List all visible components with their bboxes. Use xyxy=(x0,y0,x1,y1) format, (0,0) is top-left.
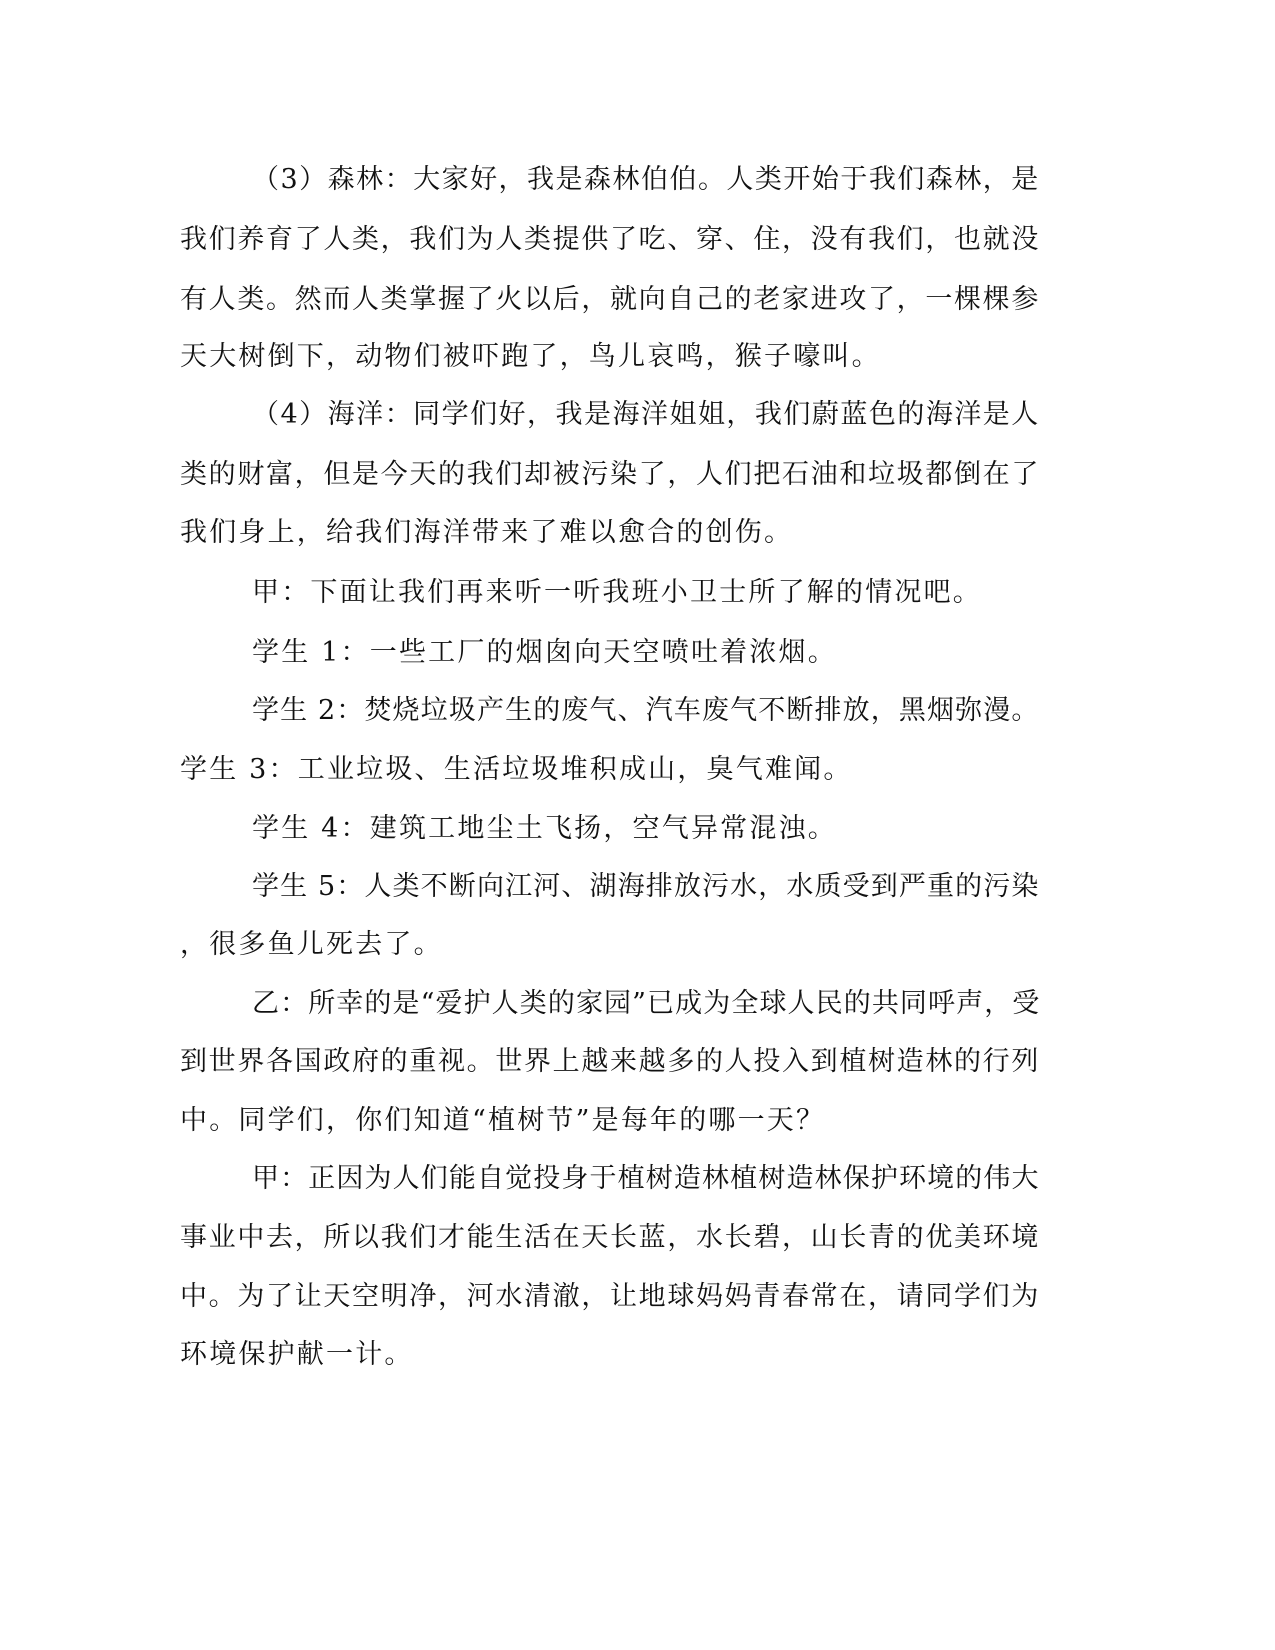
text-line: ，很多鱼儿死去了。 xyxy=(180,929,443,960)
text-line: 学生 1：一些工厂的烟囱向天空喷吐着浓烟。 xyxy=(252,637,837,668)
text-line: 甲：正因为人们能自觉投身于植树造林植树造林保护环境的伟大 xyxy=(252,1163,1040,1194)
text-line: 学生 3：工业垃圾、生活垃圾堆积成山，臭气难闻。 xyxy=(180,754,853,785)
text-line: 学生 2：焚烧垃圾产生的废气、汽车废气不断排放，黑烟弥漫。 xyxy=(252,695,1040,726)
text-line: 环境保护献一计。 xyxy=(180,1339,414,1370)
text-line: 有人类。然而人类掌握了火以后，就向自己的老家进攻了，一棵棵参 xyxy=(180,284,1040,315)
text-line: 甲：下面让我们再来听一听我班小卫士所了解的情况吧。 xyxy=(252,577,982,608)
text-line: 我们身上，给我们海洋带来了难以愈合的创伤。 xyxy=(180,517,794,548)
text-line: 到世界各国政府的重视。世界上越来越多的人投入到植树造林的行列 xyxy=(180,1046,1040,1077)
text-line: （4）海洋：同学们好，我是海洋姐姐，我们蔚蓝色的海洋是人 xyxy=(252,399,1040,430)
text-line: 学生 4：建筑工地尘土飞扬，空气异常混浊。 xyxy=(252,813,837,844)
text-line: 学生 5：人类不断向江河、湖海排放污水，水质受到严重的污染 xyxy=(252,871,1040,902)
text-line: 类的财富，但是今天的我们却被污染了，人们把石油和垃圾都倒在了 xyxy=(180,459,1040,490)
text-line: 中。为了让天空明净，河水清澈，让地球妈妈青春常在，请同学们为 xyxy=(180,1281,1040,1312)
text-line: 乙：所幸的是“爱护人类的家园”已成为全球人民的共同呼声，受 xyxy=(252,988,1041,1019)
text-line: 我们养育了人类，我们为人类提供了吃、穿、住，没有我们，也就没 xyxy=(180,224,1040,255)
text-line: （3）森林：大家好，我是森林伯伯。人类开始于我们森林，是 xyxy=(252,164,1040,195)
text-line: 天大树倒下，动物们被吓跑了，鸟儿哀鸣，猴子嚎叫。 xyxy=(180,341,881,372)
text-line: 事业中去，所以我们才能生活在天长蓝，水长碧，山长青的优美环境 xyxy=(180,1222,1040,1253)
text-line: 中。同学们，你们知道“植树节”是每年的哪一天？ xyxy=(180,1105,826,1136)
